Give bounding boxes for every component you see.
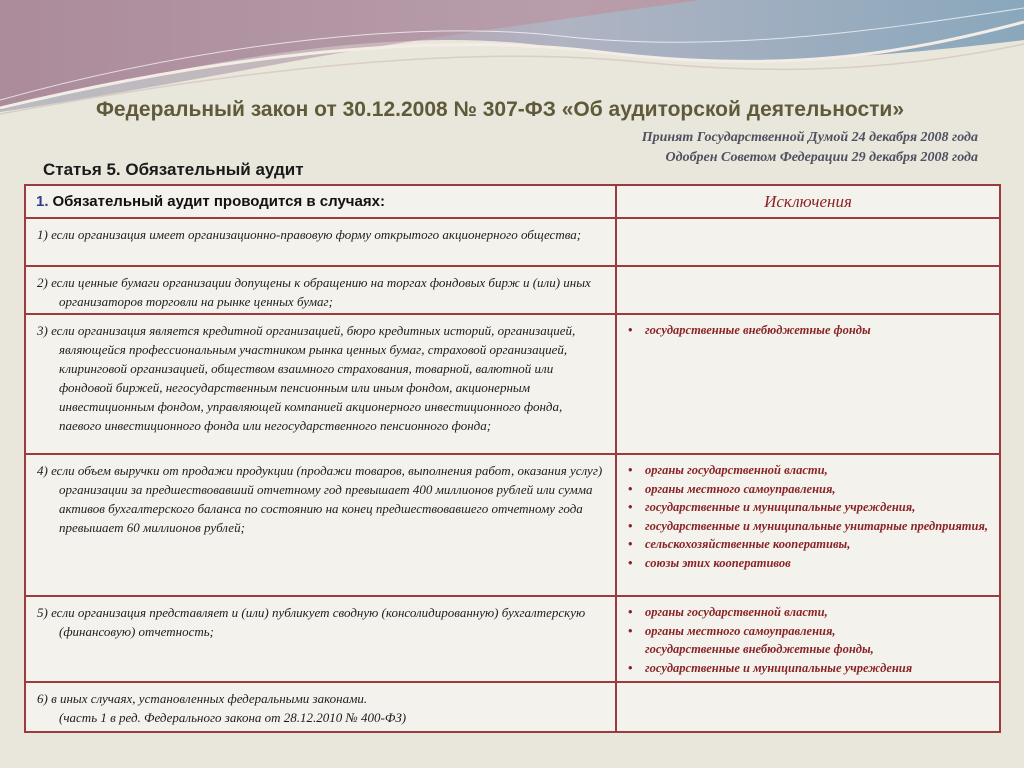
exception-item: • государственные и муниципальные унитарные предприятия, [625,517,993,536]
case-cell: 4) если объем выручки от продажи продукции (продажи товаров, выполнения работ, оказания услуг) организации за предшествовавший отчетному год превышает 400 миллионов рублей или сумма активов бухгалтерского баланса по состоянию на конец предшествовавшего отчетному года превышает 60 миллионов рублей; [25,454,616,596]
audit-cases-table [24,184,1001,733]
case-cell: 1) если организация имеет организационно-правовую форму открытого акционерного общества; [25,218,616,266]
exceptions-cell [616,266,1000,314]
table-row [25,454,1000,596]
exception-item: • союзы этих кооперативов [625,554,993,573]
exception-item: • государственные внебюджетные фонды [625,321,993,340]
exception-item: • сельскохозяйственные кооперативы, [625,535,993,554]
exceptions-list [625,321,993,340]
article-heading: Статья 5. Обязательный аудит [43,160,304,179]
exception-item: государственные внебюджетные фонды, [645,642,874,656]
exceptions-column-header: Исключения [616,185,1000,218]
exception-item: • органы государственной власти, [625,461,993,480]
cases-column-header [25,185,616,218]
exceptions-list [625,461,993,572]
exceptions-cell [616,596,1000,682]
exceptions-cell [616,218,1000,266]
case-cell: 2) если ценные бумаги организации допущены к обращению на торгах фондовых бирж и (или) иных организаторов торговли на рынке ценных бумаг; [25,266,616,314]
exception-item: • государственные и муниципальные учреждения [625,659,993,678]
exception-item: • органы местного самоуправления, [625,622,993,641]
section-number: 1. [36,193,49,210]
approved-note: Одобрен Советом Федерации 29 декабря 2008 года [665,150,978,165]
exception-item: • государственные и муниципальные учреждения, [625,498,993,517]
case-cell: 3) если организация является кредитной организацией, бюро кредитных историй, организацией, являющейся профессиональным участником рынка ценных бумаг, страховой организацией, клиринговой организацией, обществом взаимного страхования, товарной, валютной или фондовой биржей, негосударственным пенсионным или иным фондом, акционерным инвестиционным фондом, управляющей компанией акционерного инвестиционного фонда, паевого инвестиционного фонда или негосударственного пенсионного фонда; [25,314,616,454]
case-cell [25,682,616,732]
table-row [25,596,1000,682]
table-row [25,266,1000,314]
case-cell: 5) если организация представляет и (или) публикует сводную (консолидированную) бухгалтерскую (финансовую) отчетность; [25,596,616,682]
cases-header-label: Обязательный аудит проводится в случаях: [52,193,385,210]
exceptions-cell [616,314,1000,454]
exceptions-list [625,603,993,677]
table-header-row [25,185,1000,218]
page-title: Федеральный закон от 30.12.2008 № 307-ФЗ «Об аудиторской деятельности» [96,98,905,121]
exceptions-cell [616,682,1000,732]
exception-item: • органы государственной власти, [625,603,993,622]
table-row [25,314,1000,454]
table-row [25,682,1000,732]
amendment-note: (часть 1 в ред. Федерального закона от 28.12.2010 № 400-ФЗ) [59,710,407,725]
exceptions-cell [616,454,1000,596]
adopted-note: Принят Государственной Думой 24 декабря 2008 года [641,130,978,145]
exception-item: • органы местного самоуправления, [625,480,993,499]
case-text: 6) в иных случаях, установленных федеральными законами. [37,691,368,706]
table-row [25,218,1000,266]
